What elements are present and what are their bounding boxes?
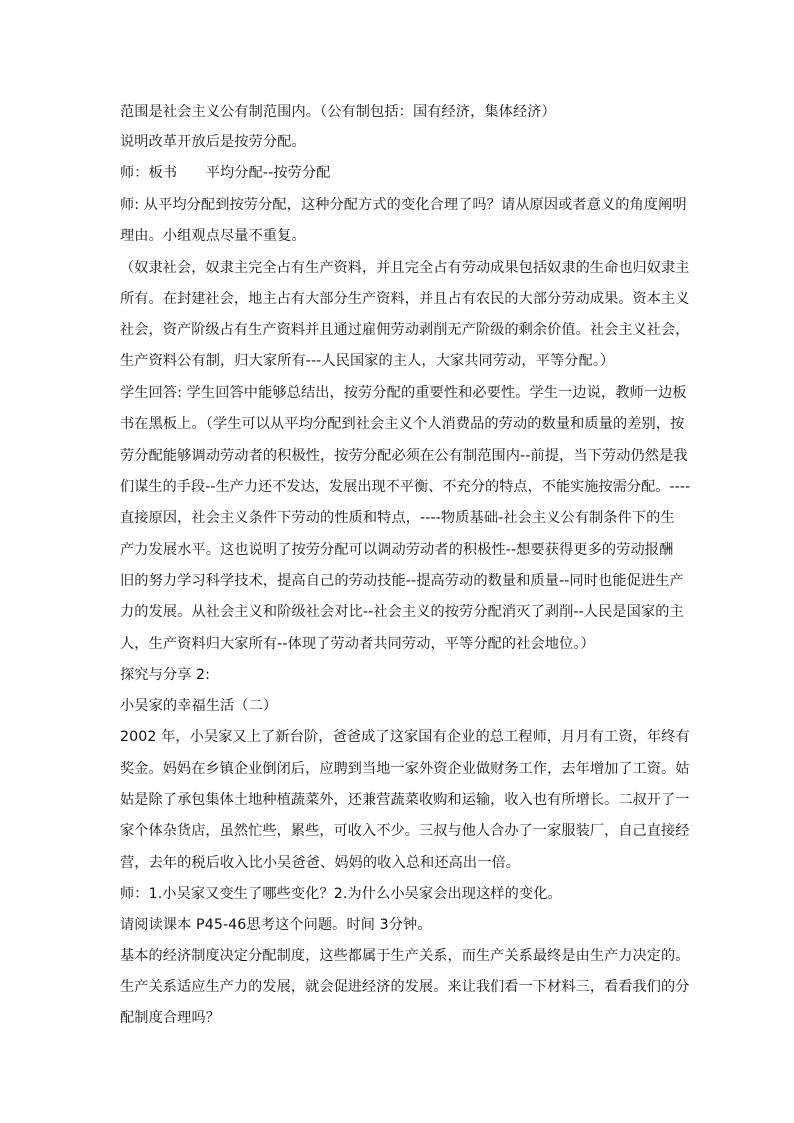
text-line: 劳分配能够调动劳动者的积极性，按劳分配必须在公有制范围内--前提，当下劳动仍然是我 (120, 448, 688, 464)
text-line: 说明改革开放后是按劳分配。 (120, 134, 306, 150)
text-line: 师：1.小吴家又变生了哪些变化？2.为什么小吴家会出现这样的变化。 (120, 886, 562, 902)
text-line: 基本的经济制度决定分配制度，这些都属于生产关系，而生产关系最终是由生产力决定的。 (120, 948, 690, 964)
text-line: 力的发展。从社会主义和阶级社会对比--社会主义的按劳分配消灭了剥削--人民是国家的主 (120, 604, 684, 620)
text-line: （奴隶社会，奴隶主完全占有生产资料，并且完全占有劳动成果包括奴隶的生命也归奴隶主 (120, 260, 690, 276)
text-line: 社会，资产阶级占有生产资料并且通过雇佣劳动剥削无产阶级的剩余价值。社会主义社会， (120, 322, 690, 338)
text-line: 生产关系适应生产力的发展，就会促进经济的发展。来让我们看一下材料三，看看我们的分 (120, 979, 690, 995)
text-line: 奖金。妈妈在乡镇企业倒闭后，应聘到当地一家外资企业做财务工作，去年增加了工资。姑 (120, 761, 690, 777)
text-line: 配制度合理吗？ (120, 1010, 221, 1026)
text-line: 家个体杂货店，虽然忙些，累些，可收入不少。三叔与他人合办了一家服装厂，自己直接经 (120, 823, 690, 839)
text-line: 2002 年，小吴家又上了新台阶，爸爸成了这家国有企业的总工程师，月月有工资，年终有 (120, 729, 690, 745)
section-subheading: 小吴家的幸福生活（二） (120, 698, 278, 714)
text-line: 师：板书 平均分配--按劳分配 (120, 165, 331, 181)
text-line: 学生回答: 学生回答中能够总结出，按劳分配的重要性和必要性。学生一边说，教师一边板 (120, 385, 687, 401)
text-line: 所有。在封建社会，地主占有大部分生产资料，并且占有农民的大部分劳动成果。资本主义 (120, 291, 690, 307)
text-line: 请阅读课本 P45-46思考这个问题。时间 3分钟。 (120, 917, 432, 933)
text-line: 姑是除了承包集体土地种植蔬菜外，还兼营蔬菜收购和运输，收入也有所增长。二叔开了一 (120, 792, 690, 808)
text-line: 营，去年的税后收入比小吴爸爸、妈妈的收入总和还高出一倍。 (120, 855, 521, 871)
text-line: 直接原因，社会主义条件下劳动的性质和特点，----物质基础-社会主义公有制条件下的生 (120, 510, 675, 526)
text-line: 范围是社会主义公有制范围内。（公有制包括：国有经济，集体经济） (120, 104, 556, 120)
text-line: 产力发展水平。这也说明了按劳分配可以调动劳动者的积极性--想要获得更多的劳动报酬 (120, 542, 674, 558)
section-heading: 探究与分享 2: (120, 667, 211, 683)
text-line: 理由。小组观点尽量不重复。 (120, 228, 306, 244)
text-line: 们谋生的手段--生产力还不发达，发展出现不平衡、不充分的特点，不能实施按需分配。---- (120, 479, 691, 495)
text-line: 书在黑板上。（学生可以从平均分配到社会主义个人消费品的劳动的数量和质量的差别，按 (120, 416, 685, 432)
text-line: 人，生产资料归大家所有--体现了劳动者共同劳动，平等分配的社会地位。） (120, 636, 595, 652)
text-line: 师: 从平均分配到按劳分配，这种分配方式的变化合理了吗？请从原因或者意义的角度阐明 (120, 197, 687, 213)
text-line: 生产资料公有制，归大家所有---人民国家的主人，大家共同劳动，平等分配。） (120, 353, 615, 369)
text-line: 旧的努力学习科学技术，提高自己的劳动技能--提高劳动的数量和质量--同时也能促进生产 (120, 573, 684, 589)
